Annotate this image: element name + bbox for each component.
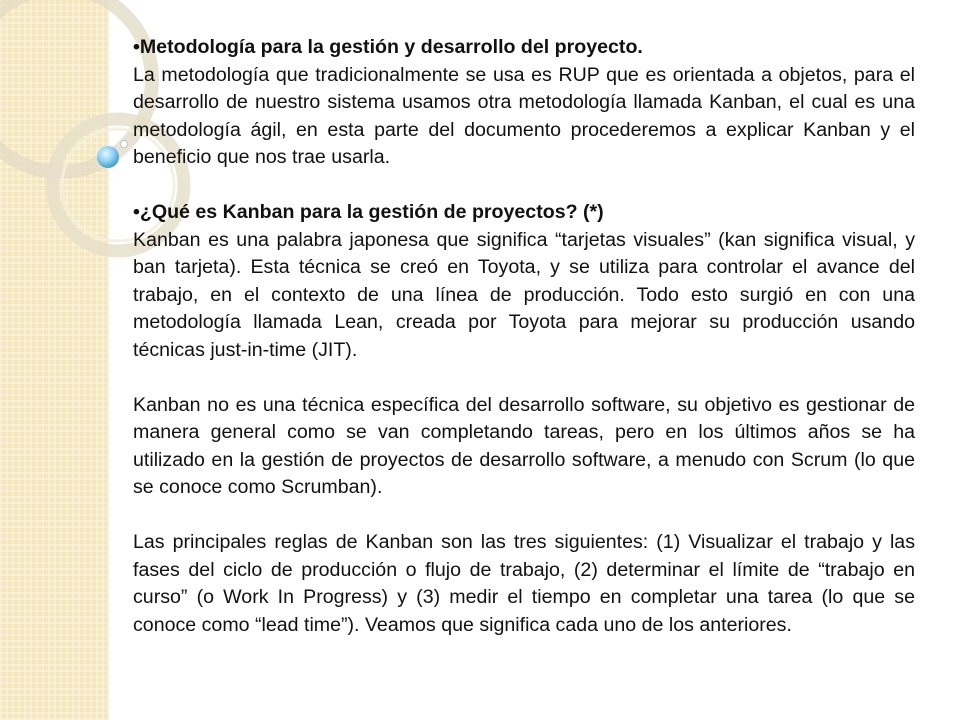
paragraph-kanban-rules: Las principales reglas de Kanban son las tres siguientes: (1) Visualizar el trabajo y las fases del ciclo de producción o flujo de trabajo, (2) determinar el límite de “trabajo en curso” (o Work In Progress) y (3) medir el tiempo en completar una tarea (lo que se conoce como “lead time”). Veamos que significa cada uno de los anteriores. (133, 531, 915, 636)
paragraph-kanban-scope: Kanban no es una técnica específica del desarrollo software, su objetivo es gestionar de manera general como se van completando tareas, pero en los últimos años se ha utilizado en la gestión de proyectos de desarrollo software, a menudo con Scrum (lo que se conoce como Scrumban). (133, 393, 915, 498)
section-heading-kanban: •¿Qué es Kanban para la gestión de proyectos? (*) (133, 201, 604, 223)
spacer (133, 502, 915, 530)
paragraph-kanban-definition: Kanban es una palabra japonesa que significa “tarjetas visuales” (kan significa visual, y ban tarjeta). Esta técnica se creó en Toyota, y se utiliza para controlar el avance del trabajo, en el contexto de una línea de producción. Todo esto surgió en con una metodología llamada Lean, creada por Toyota para mejorar su producción usando técnicas just-in-time (JIT). (133, 228, 915, 361)
small-dot (121, 141, 128, 148)
decorative-side-strip (0, 0, 107, 720)
paragraph-methodology: La metodología que tradicionalmente se usa es RUP que es orientada a objetos, para el desarrollo de nuestro sistema usamos otra metodología llamada Kanban, el cual es una metodología ágil, en esta parte del documento procederemos a explicar Kanban y el beneficio que nos trae usarla. (133, 63, 915, 168)
spacer (133, 364, 915, 392)
document-body (133, 34, 915, 639)
strip-edge (106, 0, 110, 720)
spacer (133, 172, 915, 200)
section-heading-methodology: •Metodología para la gestión y desarrollo del proyecto. (133, 36, 643, 58)
